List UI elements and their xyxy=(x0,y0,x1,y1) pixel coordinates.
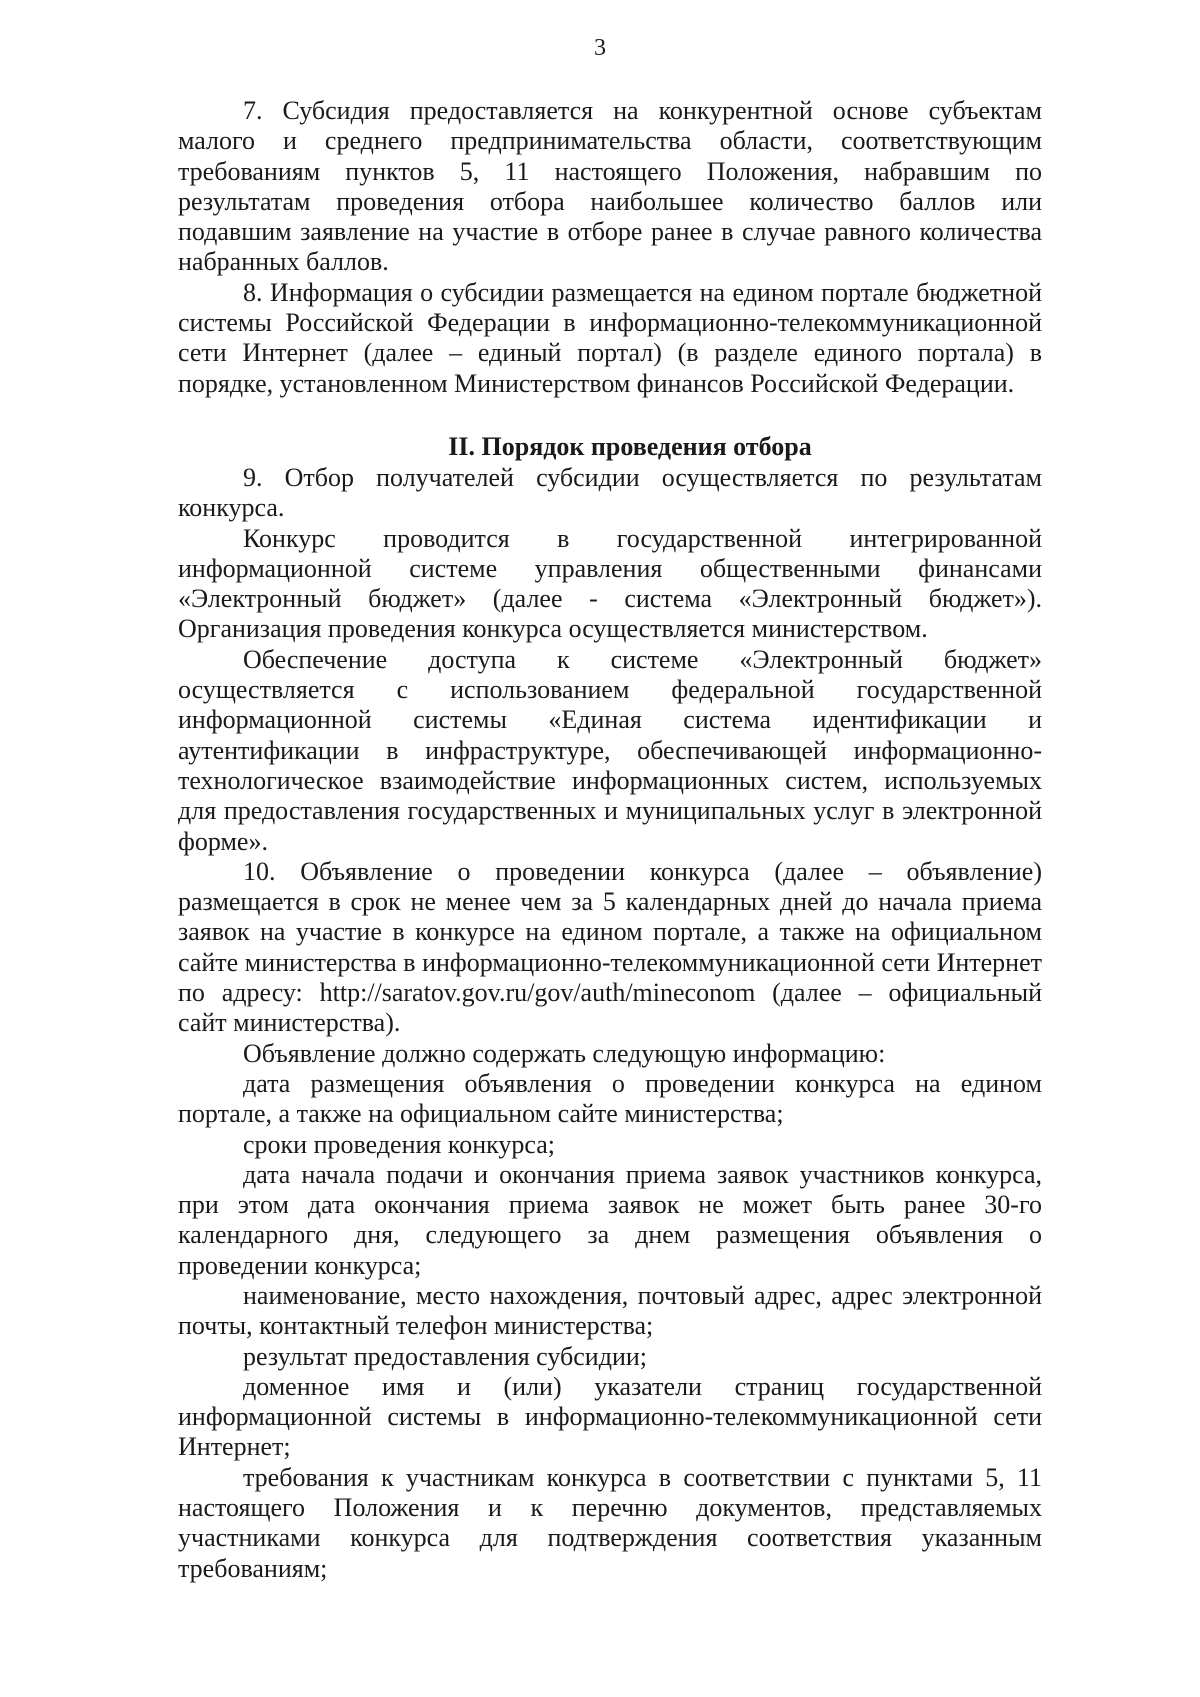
paragraph-9: 9. Отбор получателей субсидии осуществляется по результатам конкурса. xyxy=(178,462,1042,523)
paragraph-10: 10. Объявление о проведении конкурса (далее – объявление) размещается в срок не менее чем за 5 календарных дней до начала приема заявок на участие в конкурсе на едином портале, а также на официальном сайте министерства в информационно-телекоммуникационной сети Интернет по адресу: http://saratov.gov.ru/gov/auth/mineconom (далее – официальный сайт министерства). xyxy=(178,856,1042,1038)
list-item-result: результат предоставления субсидии; xyxy=(243,1341,647,1371)
paragraph-7: 7. Субсидия предоставляется на конкурентной основе субъектам малого и среднего предпринимательства области, соответствующим требованиям пунктов 5, 11 настоящего Положения, набравшим по результатам проведения отбора наибольшее количество баллов или подавшим заявление на участие в отборе ранее в случае равного количества набранных баллов. xyxy=(178,96,1042,277)
list-item-contacts: наименование, место нахождения, почтовый адрес, адрес электронной почты, контактный телефон министерства; xyxy=(178,1280,1042,1341)
paragraph-access: Обеспечение доступа к системе «Электронный бюджет» осуществляется с использованием федеральной государственной информационной системы «Единая система идентификации и аутентификации в инфраструктуре, обеспечивающей информационно-технологическое взаимодействие информационных систем, используемых для предоставления государственных и муниципальных услуг в электронной форме». xyxy=(178,644,1042,856)
list-item-terms: сроки проведения конкурса; xyxy=(243,1129,555,1159)
page-number: 3 xyxy=(594,35,606,61)
section-heading: II. Порядок проведения отбора xyxy=(448,431,812,461)
paragraph-contest-system: Конкурс проводится в государственной интегрированной информационной системе управления общественными финансами «Электронный бюджет» (далее - система «Электронный бюджет»). Организация проведения конкурса осуществляется министерством. xyxy=(178,523,1042,644)
list-item-date-posting: дата размещения объявления о проведении конкурса на едином портале, а также на официальном сайте министерства; xyxy=(178,1068,1042,1129)
paragraph-announcement-intro: Объявление должно содержать следующую информацию: xyxy=(243,1038,886,1068)
list-item-domain: доменное имя и (или) указатели страниц государственной информационной системы в информационно-телекоммуникационной сети Интернет; xyxy=(178,1371,1042,1462)
list-item-application-dates: дата начала подачи и окончания приема заявок участников конкурса, при этом дата окончания приема заявок не может быть ранее 30-го календарного дня, следующего за днем размещения объявления о проведении конкурса; xyxy=(178,1159,1042,1280)
document-body xyxy=(178,96,1042,1584)
paragraph-8: 8. Информация о субсидии размещается на едином портале бюджетной системы Российской Федерации в информационно-телекоммуникационной сети Интернет (далее – единый портал) (в разделе единого портала) в порядке, установленном Министерством финансов Российской Федерации. xyxy=(178,277,1042,398)
list-item-requirements: требования к участникам конкурса в соответствии с пунктами 5, 11 настоящего Положения и к перечню документов, представляемых участниками конкурса для подтверждения соответствия указанным требованиям; xyxy=(178,1462,1042,1583)
